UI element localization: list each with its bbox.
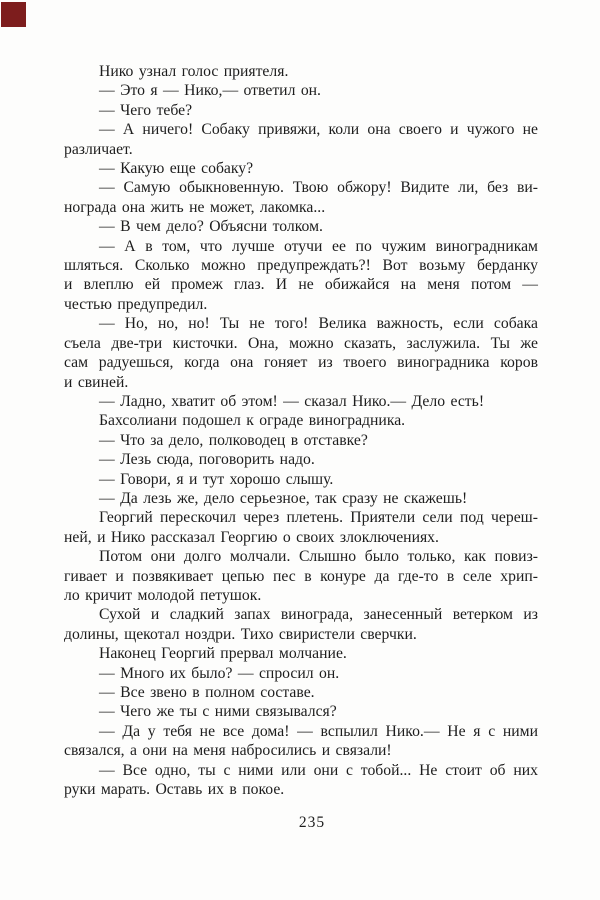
- text-line: — А в том, что лучше отучи ее по чужим виноградникам: [99, 237, 538, 255]
- text-line: — Самую обыкновенную. Твою обжору! Видите ли, без ви-: [99, 179, 538, 197]
- text-line: Бахсолиани подошел к ограде виноградника.: [99, 412, 406, 430]
- page-number: 235: [298, 814, 326, 831]
- text-line: съела две-три кисточки. Она, можно сказать, заслужила. Ты же: [64, 334, 538, 352]
- text-line: — Все одно, ты с ними или они с тобой... Не стоит об них: [99, 761, 538, 779]
- text-line: ней, и Нико рассказал Георгию о своих злоключениях.: [64, 528, 439, 546]
- text-line: и свиней.: [64, 373, 129, 391]
- text-line: различает.: [64, 140, 133, 158]
- text-line: — Что за дело, полководец в отставке?: [99, 431, 368, 449]
- text-line: сам радуешься, когда она гоняет из твоего виноградника коров: [64, 354, 538, 372]
- text-line: — Говори, я и тут хорошо слышу.: [99, 470, 334, 488]
- text-line: Нико узнал голос приятеля.: [99, 63, 289, 80]
- text-line: — Да лезь же, дело серьезное, так сразу не скажешь!: [99, 489, 468, 507]
- text-line: — Да у тебя не все дома! — вспылил Нико.— Не я с ними: [99, 722, 538, 740]
- text-line: — А ничего! Собаку привяжи, коли она своего и чужого не: [99, 121, 538, 139]
- text-line: — Чего же ты с ними связывался?: [99, 703, 337, 721]
- text-line: Потом они долго молчали. Слышно было только, как повиз-: [99, 548, 538, 566]
- text-line: нограда она жить не может, лакомка...: [64, 198, 326, 216]
- text-line: и влеплю ей промеж глаз. И не обижайся на меня потом —: [64, 276, 538, 294]
- text-line: Сухой и сладкий запах винограда, занесенный ветерком из: [99, 606, 538, 624]
- text-line: — Ладно, хватит об этом! — сказал Нико.— Дело есть!: [99, 392, 485, 410]
- text-line: ло кричит молодой петушок.: [64, 586, 262, 604]
- red-corner-marker: [1, 2, 26, 27]
- text-line: связался, а они на меня набросились и связали!: [64, 742, 392, 760]
- text-line: Наконец Георгий прервал молчание.: [99, 645, 347, 663]
- text-line: честью предупредил.: [64, 295, 208, 313]
- text-line: руки марать. Оставь их в покое.: [64, 781, 285, 799]
- text-line: — Это я — Нико,— ответил он.: [99, 82, 321, 100]
- text-line: Георгий перескочил через плетень. Приятели сели под череш-: [99, 509, 538, 527]
- text-line: — Чего тебе?: [99, 101, 193, 119]
- text-line: шляться. Сколько можно предупреждать?! Вот возьму берданку: [64, 257, 538, 275]
- text-line: — Много их было? — спросил он.: [99, 664, 340, 682]
- text-line: гивает и позвякивает цепью пес в конуре да где-то в селе хрип-: [64, 567, 538, 585]
- page-text: [64, 62, 538, 799]
- text-line: — В чем дело? Объясни толком.: [99, 218, 323, 236]
- text-line: — Все звено в полном составе.: [99, 684, 315, 701]
- text-line: — Но, но, но! Ты не того! Велика важность, если собака: [99, 315, 538, 333]
- text-line: — Лезь сюда, поговорить надо.: [99, 451, 315, 469]
- text-line: — Какую еще собаку?: [99, 160, 254, 178]
- text-line: долины, щекотал ноздри. Тихо свиристели сверчки.: [64, 625, 417, 643]
